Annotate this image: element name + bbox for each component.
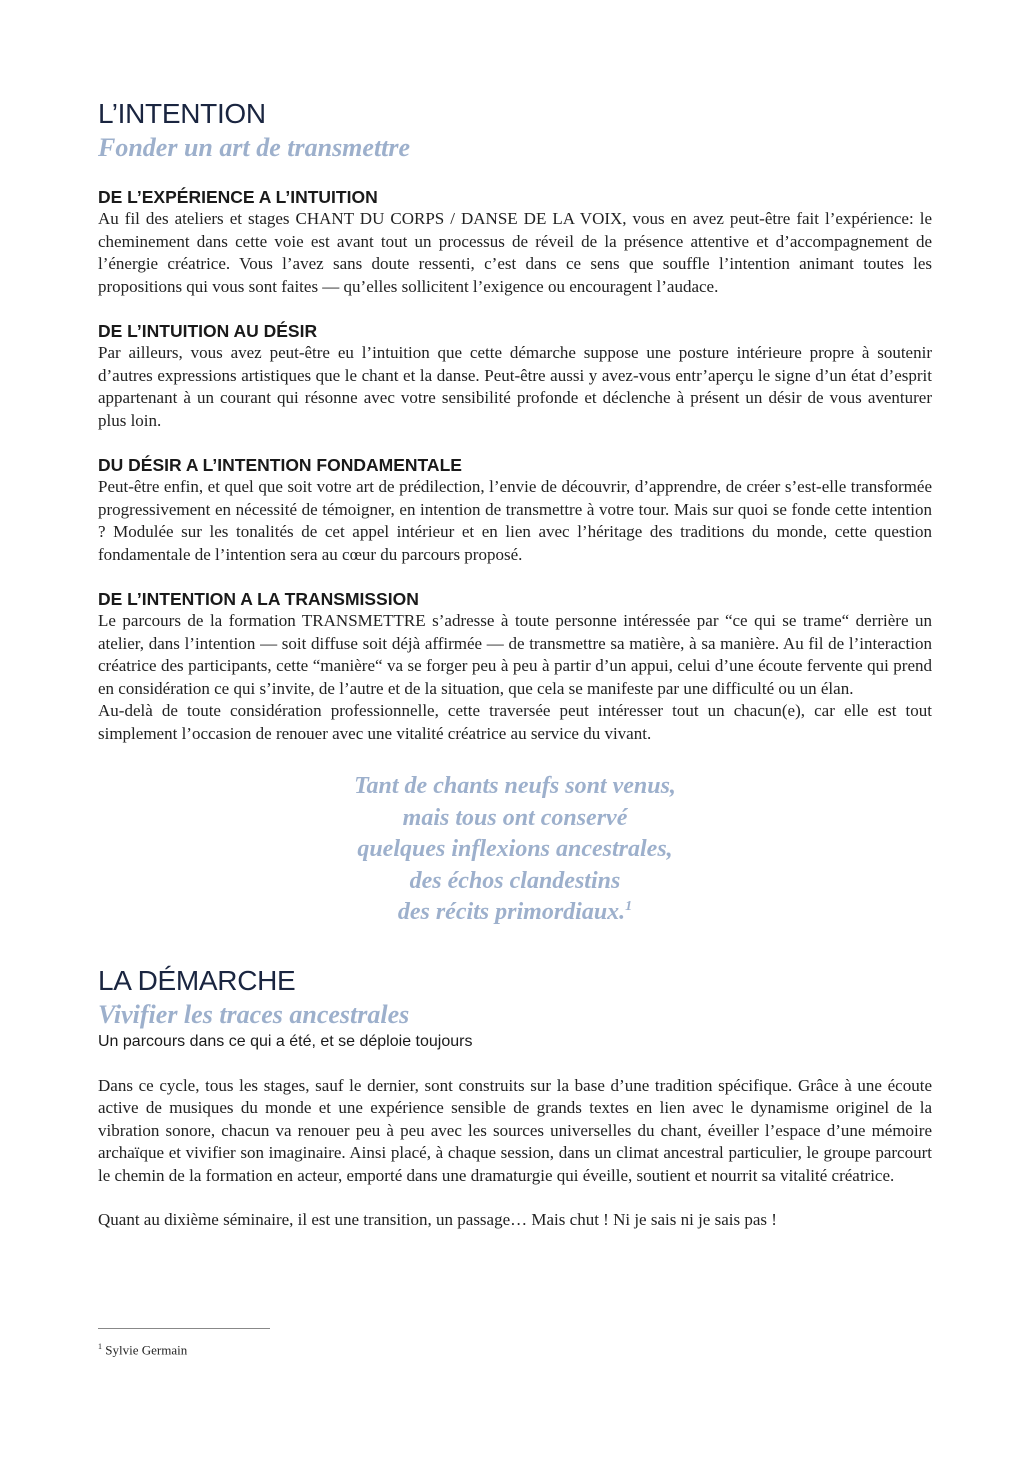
section-intuition-desir	[98, 320, 932, 432]
demarche-paragraph: Dans ce cycle, tous les stages, sauf le dernier, sont construits sur la base d’une tradition spécifique. Grâce à une écoute active de musiques du monde et une expérience sensible de grands textes en lien avec le dynamisme originel de la vibration sonore, chacun va renouer peu à peu avec les sources universelles du chant, éveiller l’espace d’une mémoire archaïque et vivifier son imaginaire. Ainsi placé, à chaque session, dans un climat ancestral particulier, le groupe parcourt le chemin de la formation en acteur, emporté dans une dramaturgie qui éveille, soutient et nourrit sa vitalité créatrice.	[98, 1075, 932, 1185]
page-content	[98, 96, 932, 1232]
footnote-mark: 1	[98, 1342, 102, 1351]
footnote-text: Sylvie Germain	[105, 1342, 188, 1358]
demarche-title: LA DÉMARCHE	[98, 964, 296, 996]
quote-line: mais tous ont conservé	[402, 804, 628, 831]
demarche-paragraph-final: Quant au dixième séminaire, il est une transition, un passage… Mais chut ! Ni je sais ni je sais pas !	[98, 1210, 777, 1229]
section-heading: DE L’INTENTION A LA TRANSMISSION	[98, 589, 419, 609]
section-heading: DU DÉSIR A L’INTENTION FONDAMENTALE	[98, 455, 462, 475]
demarche-subtitle: Vivifier les traces ancestrales	[98, 999, 410, 1029]
quote-line: Tant de chants neufs sont venus,	[354, 773, 676, 799]
intention-subtitle: Fonder un art de transmettre	[98, 133, 411, 162]
quote-line: des échos clandestins	[409, 867, 621, 894]
section-desir-intention	[98, 454, 932, 566]
footnote-divider	[98, 1328, 270, 1329]
section-text-continued: Au-delà de toute considération professionnelle, cette traversée peut intéresser tout un chacun(e), car elle est tout simplement l’occasion de renouer avec une vitalité créatrice au service du vivant.	[98, 701, 932, 743]
section-experience-intuition	[98, 186, 932, 298]
quote-line-last	[98, 897, 932, 929]
quote-line: quelques inflexions ancestrales,	[357, 836, 673, 862]
quote-line: des récits primordiaux.	[397, 899, 626, 925]
section-heading: DE L’EXPÉRIENCE A L’INTUITION	[98, 187, 378, 207]
section-text: Par ailleurs, vous avez peut-être eu l’intuition que cette démarche suppose une posture intérieure propre à soutenir d’autres expressions artistiques que le chant et la danse. Peut-être aussi y avez-vous entr’aperçu le signe d’un état d’esprit appartenant à un courant qui résonne avec votre sensibilité profonde et déclenche à présent un désir de vous aventurer plus loin.	[98, 343, 932, 430]
section-heading: DE L’INTUITION AU DÉSIR	[98, 321, 318, 341]
section-intention-transmission	[98, 588, 932, 745]
section-text: Le parcours de la formation TRANSMETTRE s’adresse à toute personne intéressée par “ce qui se trame“ derrière un atelier, dans l’intention — soit diffuse soit déjà affirmée — de transmettre sa matière, à sa manière. Au fil de l’interaction créatrice des participants, cette “manière“ va se forger peu à peu à partir d’un appui, celui d’une écoute fervente qui prend en considération ce qui s’invite, de l’autre et de la situation, que cela se manifeste par une difficulté ou un élan.	[98, 611, 932, 698]
footnote-reference[interactable]: 1	[625, 899, 633, 914]
footnote	[98, 1342, 187, 1358]
demarche-tagline: Un parcours dans ce qui a été, et se déploie toujours	[98, 1032, 473, 1050]
section-text: Peut-être enfin, et quel que soit votre art de prédilection, l’envie de découvrir, d’apprendre, de créer s’est-elle transformée progressivement en nécessité de témoigner, en intention de transmettre à votre tour. Mais sur quoi se fonde cette intention ? Modulée sur les tonalités de cet appel intérieur et en lien avec l’héritage des traditions du monde, cette question fondamentale de l’intention sera au cœur du parcours proposé.	[98, 477, 932, 564]
section-text: Au fil des ateliers et stages CHANT DU CORPS / DANSE DE LA VOIX, vous en avez peut-être fait l’expérience: le cheminement dans cette voie est avant tout un processus de réveil de la présence attentive et d’accompagnement de l’énergie créatrice. Vous l’avez sans doute ressenti, c’est dans ce sens que souffle l’intention animant toutes les propositions qui vous sont faites — qu’elles sollicitent l’exigence ou encouragent l’audace.	[98, 209, 932, 296]
intention-title: L’INTENTION	[98, 98, 266, 129]
epigraph-quote	[98, 771, 932, 929]
